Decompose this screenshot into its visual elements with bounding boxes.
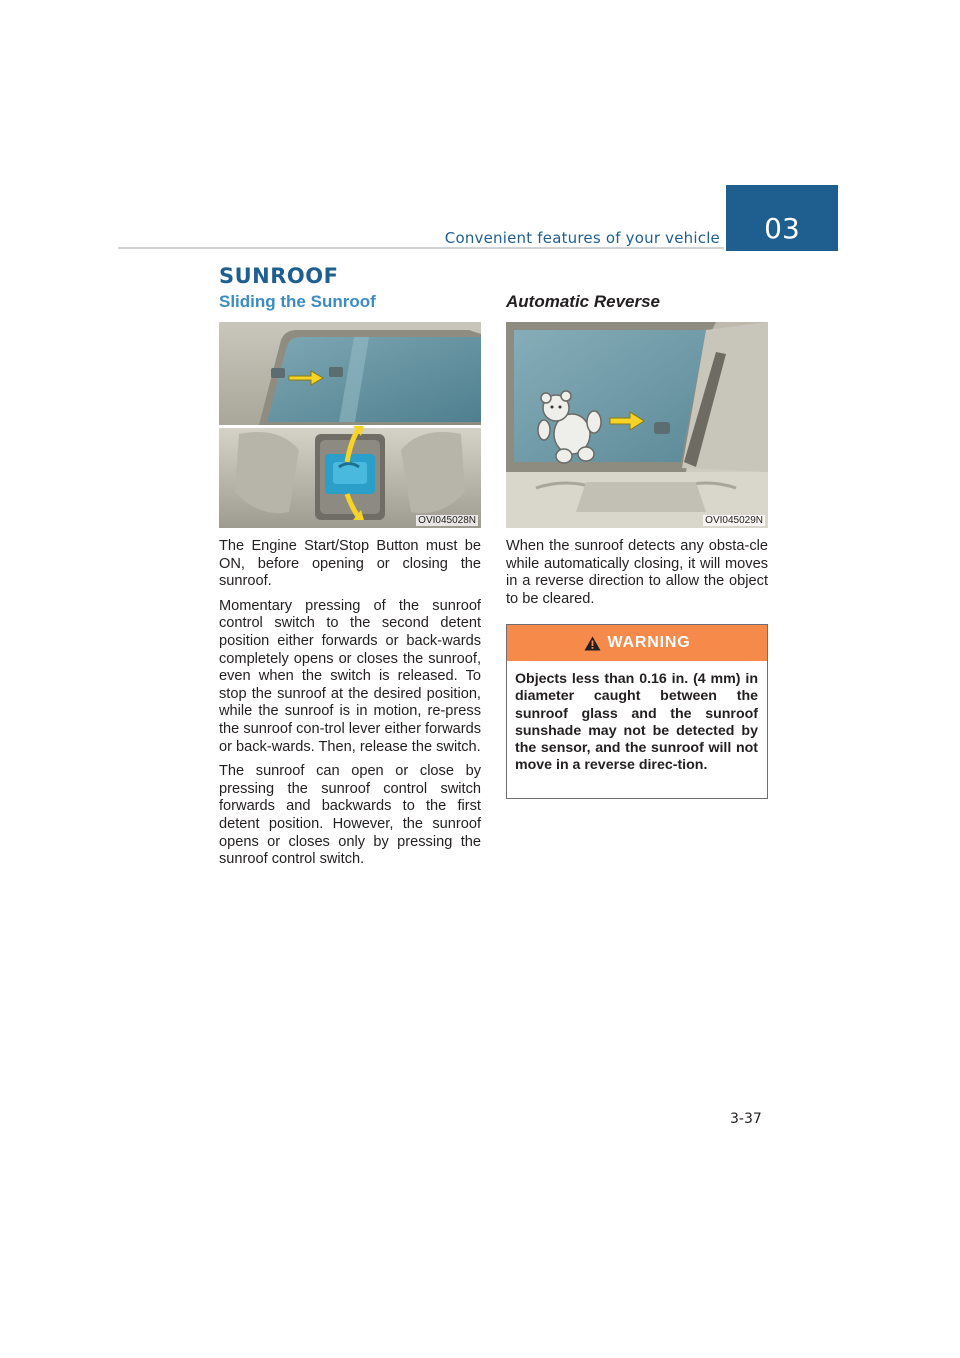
automatic-reverse-heading: Automatic Reverse [506,292,661,311]
warning-text: Objects less than 0.16 in. (4 mm) in diameter caught between the sunroof glass and the sunroof sunshade may not be detected by the sensor, and the sunroof will not move in a reverse direc-tion. [515,671,758,774]
paragraph: The Engine Start/Stop Button must be ON, before opening or closing the sunroof. [219,538,481,590]
header-rule [118,247,724,249]
sunroof-switch-illustration [219,322,481,528]
sliding-sunroof-heading: Sliding the Sunroof [219,292,376,311]
section-title: SUNROOF [219,264,339,288]
automatic-reverse-illustration [506,322,768,528]
right-body-text [506,538,768,615]
paragraph: When the sunroof detects any obsta-cle while automatically closing, it will moves in a reverse direction to allow the object to be cleared. [506,538,768,607]
chapter-title: Convenient features of your vehicle [444,229,720,247]
left-body-text [219,538,481,876]
warning-header [507,625,767,661]
figure-code-left: OVI045028N [418,515,476,526]
warning-label: WARNING [607,634,691,651]
figure-code-right: OVI045029N [705,515,763,526]
warning-box [506,624,768,799]
warning-triangle-icon [584,636,601,651]
page-number: 3-37 [730,1111,762,1127]
paragraph: The sunroof can open or close by pressing the sunroof control switch forwards and backwards to the first detent position. However, the sunroof opens or closes only by pressing the sunroof control switch. [219,763,481,868]
paragraph: Momentary pressing of the sunroof control switch to the second detent position either forwards or back-wards completely opens or closes the sunroof, even when the switch is released. To stop the sunroof at the desired position, while the sunroof is in motion, re-press the sunroof con-trol lever either forwards or back-wards. Then, release the switch. [219,597,481,755]
chapter-number-tab: 03 [726,185,838,251]
